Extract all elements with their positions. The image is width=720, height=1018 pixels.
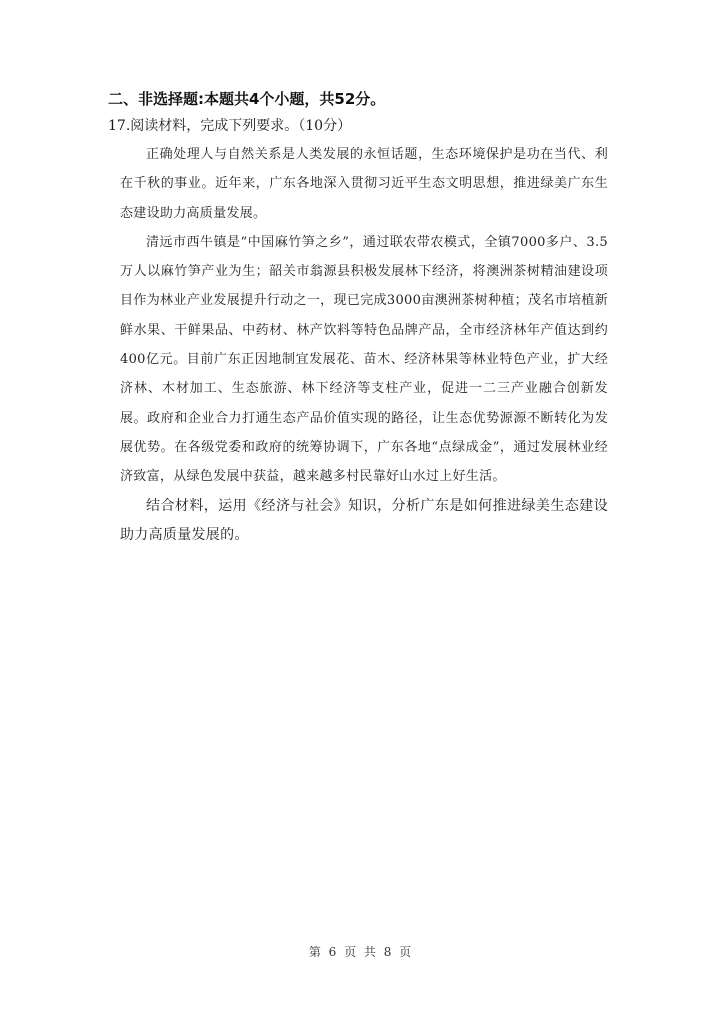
material-paragraph-1: 正确处理人与自然关系是人类发展的永恒话题，生态环境保护是功在当代、利在千秋的事业。近年来，广东各地深入贯彻习近平生态文明思想，推进绿美广东生态建设助力高质量发展。	[120, 147, 608, 221]
section-heading: 二、非选择题:本题共4个小题，共52分。	[108, 90, 386, 108]
question-task: 结合材料，运用《经济与社会》知识，分析广东是如何推进绿美生态建设助力高质量发展的。	[120, 497, 608, 543]
page-footer: 第 6 页 共 8 页	[308, 945, 412, 959]
reading-material	[120, 140, 608, 550]
material-paragraph-2: 清远市西牛镇是“中国麻竹笋之乡”，通过联农带农模式，全镇7000多户、3.5万人以麻竹笋产业为生；韶关市翁源县积极发展林下经济，将澳洲茶树精油建设项目作为林业产业发展提升行动之一，现已完成3000亩澳洲茶树种植；茂名市培植新鲜水果、干鲜果品、中药材、林产饮料等特色品牌产品，全市经济林年产值达到约400亿元。目前广东正因地制宜发展花、苗木、经济林果等林业特色产业，扩大经济林、木材加工、生态旅游、林下经济等支柱产业，促进一二三产业融合创新发展。政府和企业合力打通生态产品价值实现的路径，让生态优势源源不断转化为发展优势。在各级党委和政府的统筹协调下，广东各地“点绿成金”，通过发展林业经济致富，从绿色发展中获益，越来越多村民靠好山水过上好生活。	[120, 234, 608, 485]
question-stem: 17.阅读材料，完成下列要求。（10分）	[108, 118, 352, 134]
